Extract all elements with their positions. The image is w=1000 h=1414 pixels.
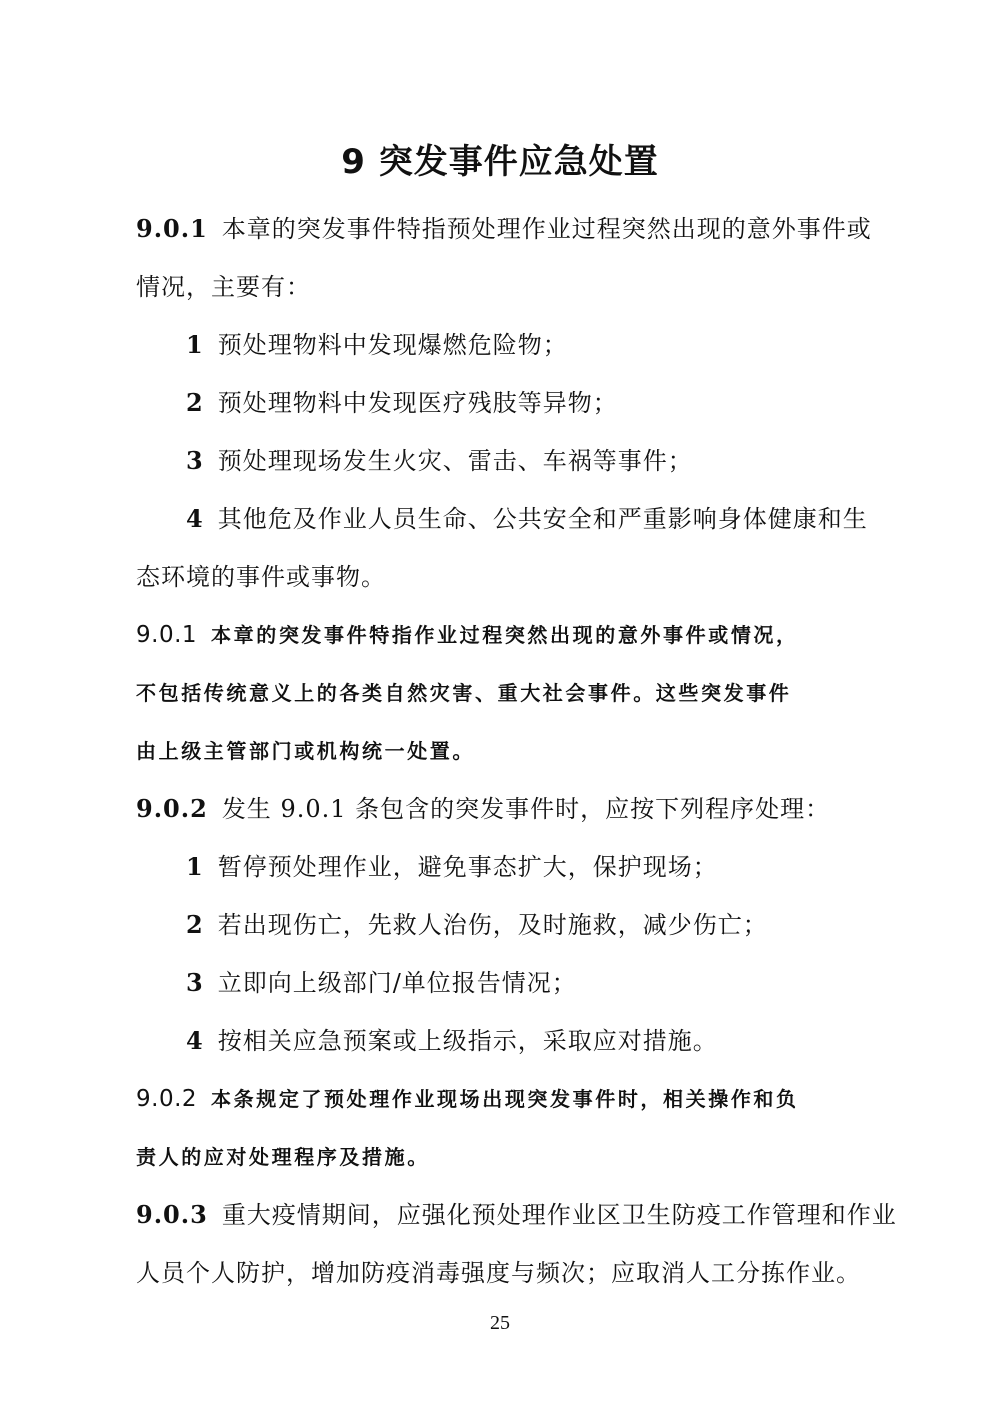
list-item [186, 443, 866, 479]
item-number: 1 [186, 852, 204, 881]
item-text: 按相关应急预案或上级指示，采取应对措施。 [217, 1027, 718, 1055]
item-number: 4 [186, 504, 204, 533]
explanation-9-0-1-line-3: 由上级主管部门或机构统一处置。 [136, 739, 475, 763]
list-item [186, 907, 866, 943]
item-text: 其他危及作业人员生命、公共安全和严重影响身体健康和生 [217, 505, 868, 533]
explanation-number: 9.0.2 [136, 1086, 198, 1112]
item-text: 立即向上级部门/单位报告情况； [217, 969, 577, 997]
list-item [186, 501, 866, 537]
item-text: 预处理物料中发现爆燃危险物； [217, 331, 568, 359]
clause-9-0-3-line-2: 人员个人防护，增加防疫消毒强度与频次；应取消人工分拣作业。 [136, 1259, 861, 1287]
explanation-text: 本章的突发事件特指作业过程突然出现的意外事件或情况， [211, 623, 799, 647]
item-text: 暂停预处理作业，避免事态扩大，保护现场； [217, 853, 718, 881]
clause-text: 重大疫情期间，应强化预处理作业区卫生防疫工作管理和作业 [221, 1201, 897, 1229]
list-item [186, 965, 866, 1001]
explanation-number: 9.0.1 [136, 622, 198, 648]
list-item [186, 327, 866, 363]
item-number: 3 [186, 968, 204, 997]
item-number: 2 [186, 388, 204, 417]
item-number: 2 [186, 910, 204, 939]
explanation-9-0-1-line-2: 不包括传统意义上的各类自然灾害、重大社会事件。这些突发事件 [136, 681, 792, 705]
explanation-9-0-2-line-2: 责人的应对处理程序及措施。 [136, 1145, 430, 1169]
explanation-text: 本条规定了预处理作业现场出现突发事件时，相关操作和负 [211, 1087, 799, 1111]
clause-9-0-2-line-1 [136, 791, 866, 827]
page-title: 9 突发事件应急处置 [341, 142, 659, 182]
page-number: 25 [490, 1312, 510, 1334]
clause-number: 9.0.1 [136, 214, 208, 243]
list-item [186, 849, 866, 885]
clause-9-0-1-line-1 [136, 211, 872, 247]
item-number: 1 [186, 330, 204, 359]
clause-number: 9.0.3 [136, 1200, 208, 1229]
item-text: 预处理现场发生火灾、雷击、车祸等事件； [217, 447, 693, 475]
list-item [186, 385, 866, 421]
list-item-continuation: 态环境的事件或事物。 [136, 563, 386, 591]
clause-text: 本章的突发事件特指预处理作业过程突然出现的意外事件或 [221, 215, 872, 243]
clause-number: 9.0.2 [136, 794, 208, 823]
item-number: 4 [186, 1026, 204, 1055]
clause-text: 发生 9.0.1 条包含的突发事件时，应按下列程序处理： [221, 795, 831, 823]
item-text: 若出现伤亡，先救人治伤，及时施救，减少伤亡； [217, 911, 768, 939]
item-text: 预处理物料中发现医疗残肢等异物； [217, 389, 618, 417]
clause-9-0-3-line-1 [136, 1197, 897, 1233]
item-number: 3 [186, 446, 204, 475]
clause-9-0-1-line-2: 情况，主要有： [136, 273, 311, 301]
explanation-9-0-2-line-1 [136, 1081, 866, 1117]
explanation-9-0-1-line-1 [136, 617, 866, 653]
list-item [186, 1023, 866, 1059]
